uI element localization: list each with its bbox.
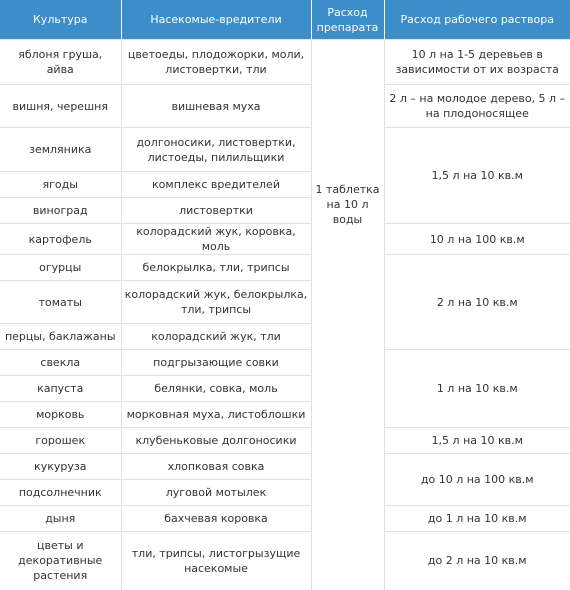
- pests-cell: листовертки: [121, 198, 311, 224]
- pests-cell: белокрылка, тли, трипсы: [121, 255, 311, 281]
- pests-cell: вишневая муха: [121, 85, 311, 128]
- culture-cell: земляника: [0, 128, 121, 172]
- culture-cell: свекла: [0, 350, 121, 376]
- table-row: [0, 224, 570, 255]
- solution-rate-cell: 1,5 л на 10 кв.м: [384, 428, 570, 454]
- pests-cell: луговой мотылек: [121, 480, 311, 506]
- solution-rate-cell: 2 л на 10 кв.м: [384, 255, 570, 350]
- table-row: [0, 506, 570, 532]
- culture-cell: виноград: [0, 198, 121, 224]
- pests-cell: белянки, совка, моль: [121, 376, 311, 402]
- culture-cell: дыня: [0, 506, 121, 532]
- table-row: [0, 128, 570, 172]
- solution-rate-cell: 1,5 л на 10 кв.м: [384, 128, 570, 224]
- culture-cell: картофель: [0, 224, 121, 255]
- culture-cell: огурцы: [0, 255, 121, 281]
- solution-rate-cell: 10 л на 1-5 деревьев в зависимости от их возраста: [384, 40, 570, 85]
- culture-cell: перцы, баклажаны: [0, 324, 121, 350]
- pests-cell: колорадский жук, тли: [121, 324, 311, 350]
- pests-cell: подгрызающие совки: [121, 350, 311, 376]
- table-row: [0, 40, 570, 85]
- solution-rate-cell: до 10 л на 100 кв.м: [384, 454, 570, 506]
- culture-cell: подсолнечник: [0, 480, 121, 506]
- solution-rate-cell: 10 л на 100 кв.м: [384, 224, 570, 255]
- header-preparation-rate: Расход препарата: [311, 0, 384, 40]
- header-solution-rate: Расход рабочего раствора: [384, 0, 570, 40]
- culture-cell: ягоды: [0, 172, 121, 198]
- preparation-rate-cell: 1 таблетка на 10 л воды: [311, 40, 384, 590]
- solution-rate-cell: 1 л на 10 кв.м: [384, 350, 570, 428]
- culture-cell: вишня, черешня: [0, 85, 121, 128]
- pests-cell: комплекс вредителей: [121, 172, 311, 198]
- table-row: [0, 350, 570, 376]
- table-row: [0, 85, 570, 128]
- solution-rate-cell: 2 л – на молодое дерево, 5 л – на плодоносящее: [384, 85, 570, 128]
- solution-rate-cell: до 2 л на 10 кв.м: [384, 532, 570, 590]
- culture-cell: морковь: [0, 402, 121, 428]
- pests-cell: бахчевая коровка: [121, 506, 311, 532]
- pests-cell: хлопковая совка: [121, 454, 311, 480]
- culture-cell: томаты: [0, 281, 121, 324]
- table-row: [0, 255, 570, 281]
- pests-cell: колорадский жук, белокрылка, тли, трипсы: [121, 281, 311, 324]
- header-pests: Насекомые-вредители: [121, 0, 311, 40]
- header-culture: Культура: [0, 0, 121, 40]
- table-row: [0, 454, 570, 480]
- culture-cell: горошек: [0, 428, 121, 454]
- culture-cell: цветы и декоративные растения: [0, 532, 121, 590]
- pests-cell: тли, трипсы, листогрызущие насекомые: [121, 532, 311, 590]
- pests-cell: морковная муха, листоблошки: [121, 402, 311, 428]
- pests-cell: долгоносики, листовертки, листоеды, пилильщики: [121, 128, 311, 172]
- solution-rate-cell: до 1 л на 10 кв.м: [384, 506, 570, 532]
- culture-cell: кукуруза: [0, 454, 121, 480]
- pests-cell: колорадский жук, коровка, моль: [121, 224, 311, 255]
- pests-cell: клубеньковые долгоносики: [121, 428, 311, 454]
- culture-cell: яблоня груша, айва: [0, 40, 121, 85]
- pests-cell: цветоеды, плодожорки, моли, листовертки, тли: [121, 40, 311, 85]
- table-row: [0, 428, 570, 454]
- table-row: [0, 532, 570, 590]
- culture-cell: капуста: [0, 376, 121, 402]
- table-header-row: [0, 0, 570, 40]
